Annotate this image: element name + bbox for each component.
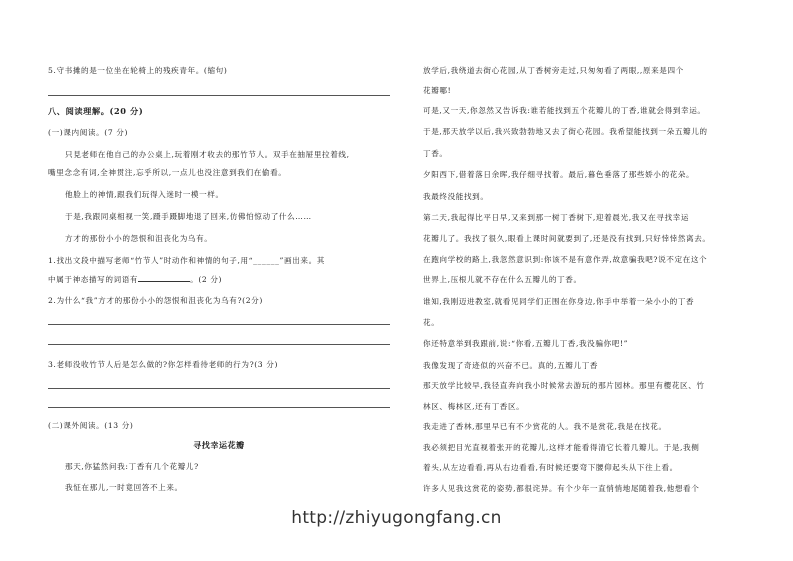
story-line: 在跑向学校的路上,我忽然意识到:你该不是有意作弄,故意骗我吧?说不定在这个: [423, 255, 708, 264]
answer-line[interactable]: [48, 344, 390, 345]
story-line: 谁知,我刚迈进教室,就看见同学们正围在你身边,你手中举着一朵小小的丁香: [423, 297, 695, 306]
answer-line[interactable]: [48, 388, 390, 389]
story-line: 花瓣哪!: [423, 86, 452, 95]
section-8-heading: 八、阅读理解。(20 分): [48, 106, 144, 116]
part-1-heading: (一)课内阅读。(7 分): [48, 128, 129, 137]
story-line: 第二天,我起得比平日早,又来到那一树丁香树下,迎着晨光,我又在寻找幸运: [423, 213, 690, 222]
reading-question-1-line-1: 1.找出文段中描写老师“竹节人”时动作和神情的句子,用“______”画出来。其: [48, 256, 325, 265]
reading-question-1-line-2: [48, 275, 222, 285]
passage-2: 他脸上的神情,跟我们玩得入迷时一模一样。: [65, 190, 224, 199]
reading-question-3: 3.老师没收竹节人后是怎么做的?你怎样看待老师的行为?(3 分): [48, 360, 279, 369]
story-line: 放学后,我绕道去街心花园,从丁香树旁走过,只匆匆看了两眼,,原来是四个: [423, 66, 684, 75]
passage-3: 于是,我跟同桌相视一笑,蹑手蹑脚地退了回来,仿佛怕惊动了什么……: [65, 212, 312, 221]
story-line: 林区、梅林区,还有丁香区。: [423, 402, 525, 411]
fill-blank[interactable]: [138, 275, 190, 282]
answer-line[interactable]: [48, 95, 390, 96]
passage-4: 方才的那份小小的怨恨和沮丧化为乌有。: [65, 234, 213, 243]
reading-question-2: 2.为什么“我”方才的那份小小的怨恨和沮丧化为乌有?(2分): [48, 296, 263, 305]
question-5: 5.守书摊的是一位坐在轮椅上的残疾青年。(缩句): [48, 66, 228, 75]
story-line: 我必须把目光直视着张开的花瓣儿,这样才能看得清它长着几瓣儿。于是,我侧: [423, 443, 700, 452]
story-line: 于是,那天放学以后,我兴致勃勃地又去了街心花园。我希望能找到一朵五瓣儿的: [423, 127, 708, 136]
question-1-text: 中属于神态描写的词语有: [48, 275, 139, 284]
answer-line[interactable]: [48, 407, 390, 408]
story-line: 丁香。: [423, 149, 448, 158]
story-line: 花。: [423, 318, 440, 327]
story-line: 着头,从左边看看,再从右边看看,有时候还要弯下腰仰起头从下往上看。: [423, 463, 678, 472]
story-line-2: 我怔在那儿,一时竟回答不上来。: [65, 483, 183, 492]
watermark-url: http://zhiyugongfang.cn: [291, 508, 502, 528]
passage-1-line-1: 只見老师在他自己的办公桌上,玩着刚才收去的那竹节人。双手在抽屉里拉着线,: [65, 150, 350, 159]
part-2-heading: (二)课外阅读。(13 分): [48, 421, 134, 430]
story-line: 我最终没能找到。: [423, 192, 489, 201]
story-line: 世界上,压根儿就不存在什么五瓣儿的丁香。: [423, 275, 582, 284]
story-line: 许多人见我这赏花的姿势,都很诧异。有个少年一直悄悄地尾随着我,他想看个: [423, 484, 700, 493]
story-line: 那天放学比较早,我径直奔向我小时候常去游玩的那片园林。那里有樱花区、竹: [423, 381, 705, 390]
story-line: 花瓣儿了。我找了很久,眼看上课时间就要到了,还是没有找到,只好悻悻然离去。: [423, 234, 711, 243]
story-line: 夕阳西下,借着落日余晖,我仔细寻找着。最后,暮色垂落了那些娇小的花朵。: [423, 170, 695, 179]
passage-1-line-2: 嘴里念念有词,全神贯注,忘乎所以,一点儿也没注意到我们在偷看。: [48, 168, 287, 177]
story-line: 我走进了香林,那里早已有不少赏花的人。我不是赏花,我是在找花。: [423, 422, 667, 431]
story-title: 寻找幸运花瓣: [193, 441, 245, 450]
answer-line[interactable]: [48, 324, 390, 325]
story-line: 我像发现了奇迹似的兴奋不已。真的,五瓣儿丁香: [423, 361, 599, 370]
story-line-1: 那天,你猛然问我:丁香有几个花瓣儿?: [65, 462, 199, 471]
story-line: 可是,又一天,你忽然又告诉我:谁若能找到五个花瓣儿的丁香,谁就会得到幸运。: [423, 106, 706, 115]
story-line: 你还特意举到我跟前,说:“你看,五瓣儿丁香,我没骗你吧!”: [423, 339, 629, 348]
question-1-score: 。(2 分): [190, 275, 223, 284]
